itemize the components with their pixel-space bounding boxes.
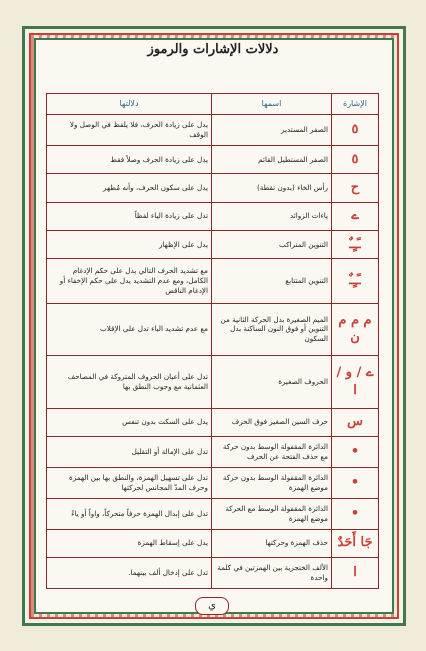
table-row <box>47 557 379 588</box>
row-meaning: تدل على زيادة الياء لفظاً <box>47 202 212 230</box>
row-symbol: س <box>332 408 379 436</box>
row-name: الدائرة المقفولة الوسط بدون حركة مع حذف الفتحة عن الحرف <box>212 436 332 467</box>
row-symbol: ٥ <box>332 145 379 173</box>
table-row <box>47 303 379 356</box>
row-symbol: • <box>332 436 379 467</box>
page-title: دلالات الإشارات والرموز <box>147 42 279 57</box>
table-row <box>47 529 379 557</box>
row-meaning: يدل على سكون الحرف، وأنه مُظهر <box>47 174 212 202</box>
table-row <box>47 436 379 467</box>
row-symbol: • <box>332 498 379 529</box>
row-symbol: ا <box>332 557 379 588</box>
row-name: ياءات الزوائد <box>212 202 332 230</box>
row-meaning: تدل على الإمالة أو التقليل <box>47 436 212 467</box>
row-name: حرف السين الصغير فوق الحرف <box>212 408 332 436</box>
row-symbol: ـًـٍـٌ <box>332 230 379 258</box>
row-symbol: ے / و / ا <box>332 356 379 409</box>
row-meaning: مع عدم تشديد الباء تدل على الإقلاب <box>47 303 212 356</box>
row-name: الدائرة المقفولة الوسط مع الحركة موضع الهمزة <box>212 498 332 529</box>
row-symbol: ٥ <box>332 115 379 146</box>
row-symbol: ـًـٍـٌ <box>332 259 379 303</box>
table-row <box>47 259 379 303</box>
row-symbol: ح <box>332 174 379 202</box>
table-row <box>47 115 379 146</box>
row-meaning: يدل على السكت بدون تنفس <box>47 408 212 436</box>
header-symbol: الإشارة <box>332 94 379 115</box>
page-number: ي <box>195 597 229 615</box>
row-meaning: تدل على تسهيل الهمزة، والنطق بها بين الهمزة وحرف المدّ المجانس لحركتها <box>47 467 212 498</box>
row-name: الصفر المستطيل القائم <box>212 145 332 173</box>
table-row <box>47 467 379 498</box>
header-name: اسمها <box>212 94 332 115</box>
row-name: الألف الخنجرية بين الهمزتين في كلمة واحدة <box>212 557 332 588</box>
table-row <box>47 356 379 409</box>
row-meaning: تدل على أعيان الحروف المتروكة في المصاحف العثمانية مع وجوب النطق بها <box>47 356 212 409</box>
table-header-row <box>47 94 379 115</box>
row-meaning: يدل على زيادة الحرف وصلاً فقط <box>47 145 212 173</box>
row-meaning: تدل على إبدال الهمزة حرفاً متحركاً، واواً أو ياءً <box>47 498 212 529</box>
table-row <box>47 498 379 529</box>
row-meaning: تدل على إدخال ألف بينهما. <box>47 557 212 588</box>
row-meaning: يدل على إسقاط الهمزة <box>47 529 212 557</box>
row-name: الدائرة المقفولة الوسط بدون حركة موضع الهمزة <box>212 467 332 498</box>
row-name: حذف الهمزة وحركتها <box>212 529 332 557</box>
row-symbol: م م م ن <box>332 303 379 356</box>
symbols-table <box>46 93 379 589</box>
row-name: الصفر المستدير <box>212 115 332 146</box>
table-row <box>47 408 379 436</box>
row-symbol: • <box>332 467 379 498</box>
table-row <box>47 230 379 258</box>
row-name: الميم الصغيرة بدل الحركة الثانية من التنوين أو فوق النون الساكنة بدل السكون <box>212 303 332 356</box>
table-row <box>47 145 379 173</box>
row-name: التنوين المتراكب <box>212 230 332 258</box>
row-symbol: ے <box>332 202 379 230</box>
row-meaning: مع تشديد الحرف التالي يدل على حكم الإدغام الكامل، ومع عدم التشديد يدل على حكم الإخفاء أو الإدغام الناقص <box>47 259 212 303</box>
row-name: الحروف الصغيرة <box>212 356 332 409</box>
row-meaning: يدل على الإظهار <box>47 230 212 258</box>
row-name: التنوين المتتابع <box>212 259 332 303</box>
table-row <box>47 202 379 230</box>
header-meaning: دلالتها <box>47 94 212 115</box>
table-row <box>47 174 379 202</box>
row-symbol: جَا أَحَدٌ <box>332 529 379 557</box>
row-meaning: يدل على زيادة الحرف، فلا يلفظ في الوصل ولا الوقف <box>47 115 212 146</box>
row-name: رأس الخاء (بدون نقطة) <box>212 174 332 202</box>
